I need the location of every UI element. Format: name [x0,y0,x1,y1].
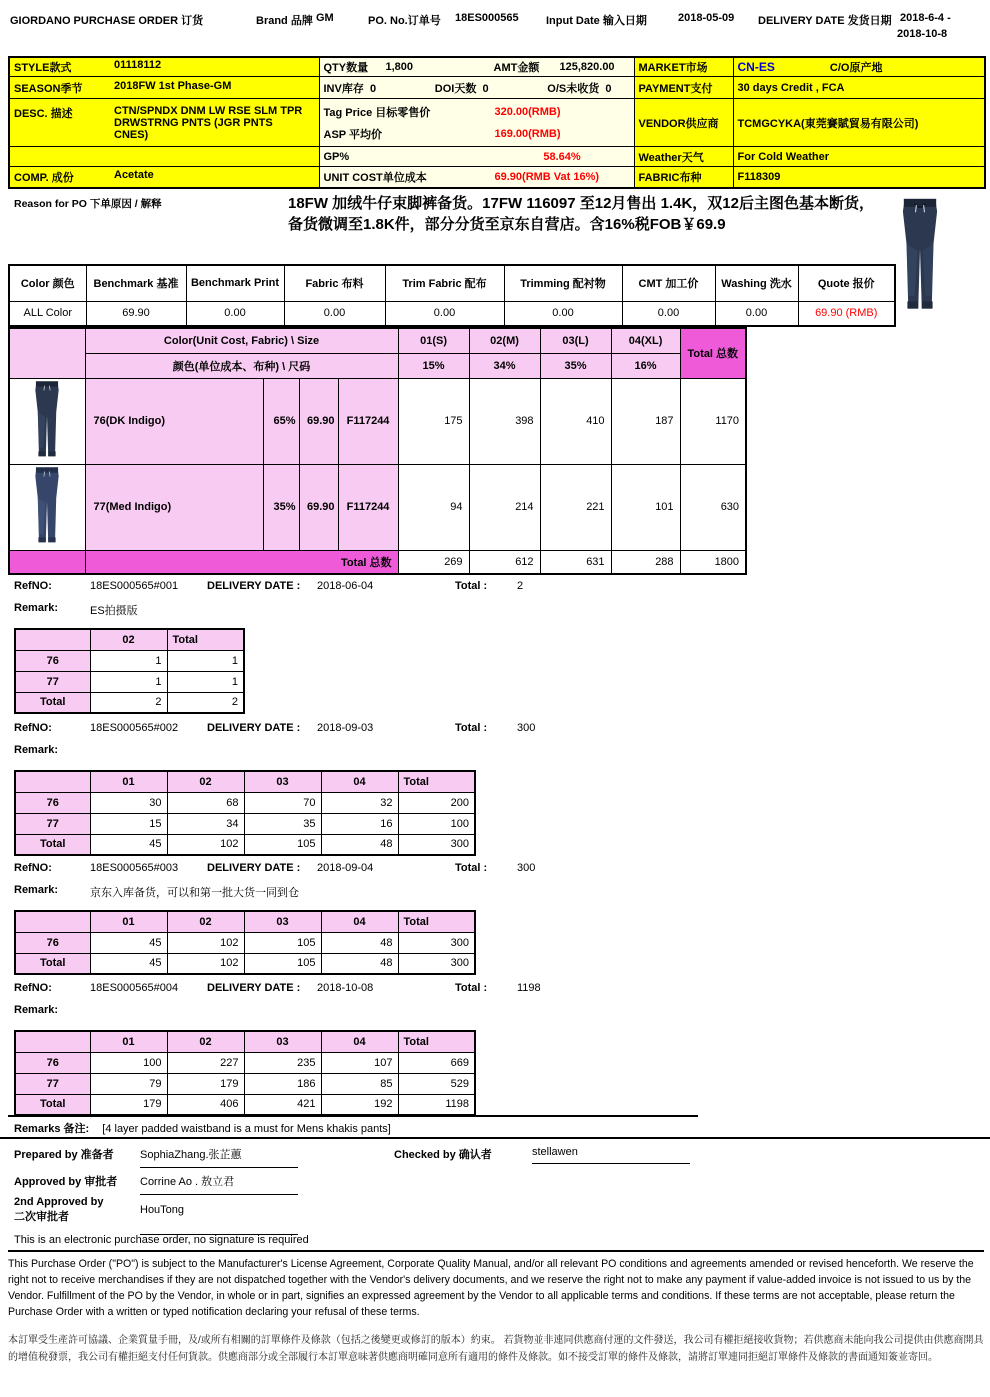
delivery-date-value: 2018-09-04 [317,862,374,874]
total-value: 2 [517,580,524,592]
refno-line [14,862,974,884]
qty-77-02: 214 [469,464,540,550]
color-name-77: 77(Med Indigo) [85,464,263,550]
refno-size-table-host [14,770,974,856]
data-row [15,932,475,953]
refno-section-001 [14,580,974,714]
doi-label: DOI天数 [434,82,477,95]
vendor-value: TCMGCYKA(東莞賽賦貿易有限公司) [733,99,985,147]
reason-for-po-label: Reason for PO 下单原因 / 解释 [14,198,162,210]
weather-label: Weather天气 [634,147,733,167]
total-value: 1198 [517,982,541,994]
remark-value: ES拍摄版 [90,605,138,617]
qty-cell: 45 [90,834,167,855]
color-cost-77: 69.90 [299,464,338,550]
refno-size-table-host [14,910,974,975]
qty-cell: 79 [90,1073,167,1094]
delivery-date-value-2: 2018-10-8 [897,28,948,40]
refno-label: RefNO: [14,722,52,734]
remarks-text: [4 layer padded waistband is a must for Mens khakis pants] [102,1123,391,1135]
qty-amt-cell [319,57,634,77]
qty-77-03: 221 [540,464,611,550]
qty-cell: 200 [398,792,475,813]
qty-76-03: 410 [540,378,611,464]
market-label: MARKET市场 [634,57,733,77]
size-column-header: Total [398,771,475,792]
qty-cell: 15 [90,813,167,834]
qty-cell: 45 [90,953,167,974]
approved-by-label: Approved by 审批者 [14,1176,118,1188]
remark-label: Remark: [14,602,59,614]
data-row [15,650,244,671]
style-label: STYLE款式 [14,62,72,74]
data-row [15,692,244,713]
qty-total-03: 631 [540,550,611,574]
size-column-header: Total [167,629,244,650]
size-total-row [9,550,746,574]
doi-value: 0 [482,82,489,95]
quote-value-cmt: 0.00 [622,301,715,326]
quote-value-quote: 69.90 (RMB) [798,301,895,326]
style-cell [9,57,319,77]
market-value: CN-ES [737,60,775,74]
delivery-size-table [14,1030,476,1116]
size-column-header: 01 [90,771,167,792]
header-row [15,629,244,650]
inv-label: INV库存 [323,82,364,95]
remarks-row [14,1120,974,1136]
qty-76-04: 187 [611,378,680,464]
delivery-size-table [14,910,476,975]
qty-cell: 48 [321,932,398,953]
delivery-date-label: DELIVERY DATE : [207,722,301,734]
remark-line [14,884,974,908]
country-of-origin-label: C/O原产地 [829,62,883,74]
jeans-thumbnail-76 [9,378,85,464]
qty-cell: 102 [167,932,244,953]
desc-label: DESC. 描述 [14,107,73,120]
quote-header-trimming: Trimming 配衬物 [504,265,622,301]
market-cell [733,57,985,77]
os-value: 0 [605,82,612,95]
season-label: SEASON季节 [14,82,83,95]
qty-cell: 105 [244,834,321,855]
size-column-header: 01 [90,1031,167,1052]
qty-cell: 105 [244,953,321,974]
color-cost-76: 69.90 [299,378,338,464]
refno-line [14,722,974,744]
fabric-value: F118309 [733,167,985,188]
quote-header-benchmark: Benchmark 基准 [86,265,186,301]
checked-by-value: stellawen [532,1146,690,1164]
quote-value-washing: 0.00 [715,301,798,326]
qty-77-total: 630 [680,464,746,550]
qty-cell: 227 [167,1052,244,1073]
data-row [15,953,475,974]
tag-price-value: 320.00(RMB) [494,105,561,118]
qty-cell: 529 [398,1073,475,1094]
size-column-header: 01 [90,911,167,932]
delivery-date-value: 2018-06-04 [317,580,374,592]
total-row-label: Total 总数 [85,550,398,574]
inv-value: 0 [369,82,377,95]
qty-cell: 102 [167,834,244,855]
remark-label: Remark: [14,884,59,896]
remarks-label: Remarks 备注: [14,1123,90,1135]
qty-76-total: 1170 [680,378,746,464]
refno-label: RefNO: [14,862,52,874]
row-label: Total [15,692,90,713]
qty-cell: 105 [244,932,321,953]
color-fabric-76: F117244 [338,378,398,464]
qty-cell: 300 [398,834,475,855]
qty-cell: 30 [90,792,167,813]
quote-header-trim-fabric: Trim Fabric 配布 [385,265,504,301]
checked-by-label: Checked by 确认者 [394,1149,492,1161]
quote-header-color: Color 颜色 [9,265,86,301]
size-column-header: 02 [167,911,244,932]
size-column-header: 04 [321,771,398,792]
qty-cell: 1198 [398,1094,475,1115]
size-header-03l: 03(L) [540,328,611,353]
size-header-01s: 01(S) [398,328,469,353]
row-label: 76 [15,1052,90,1073]
qty-cell: 34 [167,813,244,834]
remark-line [14,1004,974,1028]
image-column-header [9,328,85,378]
delivery-date-label: DELIVERY DATE : [207,982,301,994]
size-pct-02: 34% [469,353,540,378]
amt-value: 125,820.00 [559,61,615,73]
remark-label: Remark: [14,744,59,756]
po-number-label: PO. No.订单号 [368,15,441,27]
qty-cell: 16 [321,813,398,834]
size-column-header: Total [398,1031,475,1052]
refno-value: 18ES000565#003 [90,862,179,874]
total-row-image-cell [9,550,85,574]
quote-value-fabric: 0.00 [284,301,385,326]
total-value: 300 [517,722,536,734]
qty-cell: 100 [90,1052,167,1073]
size-column-header: 02 [90,629,167,650]
reason-for-po-text: 18FW 加绒牛仔束脚裤备货。17FW 116097 至12月售出 1.4K，双12后主图色基本断货，备货微调至1.8K件，部分分货至京东自营店。含16%税FOB￥69.9 [288,195,874,234]
prepared-by-label: Prepared by 准备者 [14,1149,114,1161]
size-header-02m: 02(M) [469,328,540,353]
divider-line [0,1137,990,1139]
legal-terms-chinese: 本訂單受生產許可協議、企業質量手冊，及/或所有相關的訂單條件及條款（包括之後變更或修訂的版本）約束。 若貨物並非連同供應商付運的文件發送，我公司有權拒絕接收貨物；若供應商未能向我公司提供由供應商開具的增值稅發票，我公司有權拒絕支付任何貨款。供應商部分或全部履行本訂單意味著供應商明確同意所有適用的條件及條款。如不接受訂單的條件及條款，請將訂單連同拒絕訂單條件及條款的書面通知簽並寄回。 [8,1335,984,1363]
quote-value-benchmark: 69.90 [86,301,186,326]
color-name-76: 76(DK Indigo) [85,378,263,464]
qty-total-01: 269 [398,550,469,574]
delivery-date-label: DELIVERY DATE : [207,580,301,592]
size-table-corner-en: Color(Unit Cost, Fabric) \ Size [85,328,398,353]
qty-76-02: 398 [469,378,540,464]
delivery-date-value: 2018-09-03 [317,722,374,734]
size-header-04xl: 04(XL) [611,328,680,353]
amt-label: AMT金额 [493,62,540,74]
inv-pair [324,80,377,96]
refno-section-004 [14,982,974,1116]
size-column-header: 02 [167,771,244,792]
cost-quote-table [8,264,896,327]
qty-cell: 235 [244,1052,321,1073]
size-column-header: 04 [321,911,398,932]
row-label: 77 [15,671,90,692]
page-title: GIORDANO PURCHASE ORDER 订货 [10,15,204,27]
qty-cell: 179 [90,1094,167,1115]
unit-cost-value: 69.90(RMB Vat 16%) [494,170,600,183]
second-approved-line2: 二次审批者 [14,1211,69,1223]
qty-cell: 192 [321,1094,398,1115]
qty-77-01: 94 [398,464,469,550]
size-table-corner-cn: 颜色(单位成本、布种) \ 尺码 [85,353,398,378]
second-approved-by-label [14,1196,103,1224]
qty-cell: 2 [90,692,167,713]
row-label: 76 [15,792,90,813]
input-date-value: 2018-05-09 [678,12,735,24]
composition-cell [9,167,319,188]
prepared-by-value: SophiaZhang.张芷蕙 [140,1146,298,1168]
price-cell [319,99,634,147]
size-column-header: 04 [321,1031,398,1052]
corner-cell [15,1031,90,1052]
row-label: Total [15,953,90,974]
doi-pair [435,80,489,96]
desc-cell [9,99,319,147]
jeans-illustration [893,190,947,321]
color-pct-77: 35% [263,464,299,550]
quote-value-trimming: 0.00 [504,301,622,326]
delivery-size-table [14,628,245,714]
gp-label: GP% [323,150,350,163]
data-row [15,1073,475,1094]
qty-cell: 107 [321,1052,398,1073]
qty-total-total: 1800 [680,550,746,574]
refno-label: RefNO: [14,580,52,592]
brand-label: Brand 品牌 [256,15,313,27]
po-number-value: 18ES000565 [455,12,519,24]
payment-value: 30 days Credit , FCA [733,77,985,99]
quote-header-fabric: Fabric 布料 [284,265,385,301]
row-label: Total [15,1094,90,1115]
size-pct-01: 15% [398,353,469,378]
size-pct-03: 35% [540,353,611,378]
unit-cost-label: UNIT COST单位成本 [323,171,427,184]
size-pct-04: 16% [611,353,680,378]
quote-value-color: ALL Color [9,301,86,326]
header-row [15,911,475,932]
total-value: 300 [517,862,536,874]
refno-section-003 [14,862,974,975]
data-row [15,1094,475,1115]
qty-cell: 1 [167,671,244,692]
data-row [15,834,475,855]
size-color-breakdown-table [8,327,747,575]
qty-77-04: 101 [611,464,680,550]
corner-cell [15,629,90,650]
composition-label: COMP. 成份 [14,171,74,184]
qty-cell: 68 [167,792,244,813]
quote-header-washing: Washing 洗水 [715,265,798,301]
tag-price-label: Tag Price 目标零售价 [323,106,431,119]
desc-value: CTN/SPNDX DNM LW RSE SLM TPR DRWSTRNG PNTS (JGR PNTS CNES) [114,104,303,141]
jeans-thumbnail-77 [9,464,85,550]
vendor-label: VENDOR供应商 [634,99,733,147]
qty-cell: 102 [167,953,244,974]
jeans-product-image [893,190,947,321]
remark-line [14,744,974,768]
refno-line [14,982,974,1004]
row-label: 77 [15,813,90,834]
size-column-header: 03 [244,771,321,792]
refno-value: 18ES000565#002 [90,722,179,734]
qty-cell: 300 [398,932,475,953]
data-row [15,671,244,692]
color-pct-76: 65% [263,378,299,464]
qty-cell: 421 [244,1094,321,1115]
size-column-header: 03 [244,1031,321,1052]
total-label: Total : [455,862,488,874]
corner-cell [15,911,90,932]
quote-header-quote: Quote 报价 [798,265,895,301]
qty-cell: 406 [167,1094,244,1115]
qty-cell: 45 [90,932,167,953]
refno-size-table-host [14,628,974,714]
second-approved-by-value: HouTong [140,1204,298,1235]
quote-header-benchmark-print: Benchmark Print [186,265,284,301]
color-row-76 [9,378,746,464]
refno-value: 18ES000565#001 [90,580,179,592]
delivery-date-label: DELIVERY DATE : [207,862,301,874]
qty-cell: 70 [244,792,321,813]
document-header [0,10,990,52]
divider-line [8,1115,698,1117]
jeans-illustration [16,380,78,460]
refno-size-table-host [14,1030,974,1116]
corner-cell [15,771,90,792]
second-approved-line1: 2nd Approved by [14,1196,104,1208]
qty-cell: 48 [321,834,398,855]
qty-cell: 35 [244,813,321,834]
qty-cell: 669 [398,1052,475,1073]
header-row [15,771,475,792]
qty-value: 1,800 [385,61,414,73]
jeans-illustration [16,466,78,546]
qty-cell: 48 [321,953,398,974]
asp-label: ASP 平均价 [323,128,382,141]
data-row [15,792,475,813]
order-info-table [8,56,986,189]
qty-total-04: 288 [611,550,680,574]
asp-value: 169.00(RMB) [494,127,561,140]
input-date-label: Input Date 输入日期 [546,15,647,27]
qty-total-02: 612 [469,550,540,574]
delivery-date-value: 2018-6-4 - [900,12,951,24]
qty-cell: 32 [321,792,398,813]
delivery-date-label: DELIVERY DATE 发货日期 [758,15,892,27]
refno-label: RefNO: [14,982,52,994]
refno-section-002 [14,722,974,856]
row-label: Total [15,834,90,855]
delivery-date-value: 2018-10-08 [317,982,374,994]
composition-value: Acetate [114,168,154,181]
empty-yellow-cell [9,147,319,167]
inventory-cell [319,77,634,99]
qty-76-01: 175 [398,378,469,464]
remark-label: Remark: [14,1004,59,1016]
unit-cost-cell [319,167,634,188]
size-total-header: Total 总数 [680,328,746,378]
total-label: Total : [455,580,488,592]
quote-value-benchmark-print: 0.00 [186,301,284,326]
quote-header-cmt: CMT 加工价 [622,265,715,301]
os-label: O/S未收货 [547,82,600,95]
qty-cell: 300 [398,953,475,974]
qty-cell: 1 [90,650,167,671]
fabric-label: FABRIC布种 [634,167,733,188]
season-value: 2018FW 1st Phase-GM [114,79,232,92]
legal-terms-english: This Purchase Order ("PO") is subject to the Manufacturer's License Agreement, Corporate Quality Manual, and/or all relevant PO conditions and agreements amended or revised henceforth. We reserve the right not to receive merchandises if they are not dispatched together with the Vendor's delivery documents, and we reserve the right not to make any payment if value-added invoice is not issued to us by the Vendor. Fulfillment of the PO by the Vendor, in whole or in part, signifies an expressed agreement by the Vendor to all applicable terms and conditions. If these terms are not acceptable, please return the Purchase Order with a written or typed notification declaring your refusal of these terms. [8,1250,984,1321]
quote-value-trim-fabric: 0.00 [385,301,504,326]
row-label: 76 [15,932,90,953]
color-row-77 [9,464,746,550]
row-label: 77 [15,1073,90,1094]
electronic-order-note: This is an electronic purchase order, no signature is required [14,1234,309,1246]
refno-value: 18ES000565#004 [90,982,179,994]
qty-label: QTY数量 [323,62,369,74]
os-pair [547,80,611,96]
qty-cell: 179 [167,1073,244,1094]
qty-cell: 85 [321,1073,398,1094]
qty-cell: 1 [167,650,244,671]
season-cell [9,77,319,99]
data-row [15,813,475,834]
refno-line [14,580,974,602]
weather-value: For Cold Weather [733,147,985,167]
total-label: Total : [455,722,488,734]
gp-value: 58.64% [543,150,581,163]
qty-cell: 2 [167,692,244,713]
brand-value: GM [316,12,334,24]
color-fabric-77: F117244 [338,464,398,550]
qty-cell: 186 [244,1073,321,1094]
style-value: 01118112 [114,59,162,71]
qty-cell: 100 [398,813,475,834]
gp-cell [319,147,634,167]
payment-label: PAYMENT支付 [634,77,733,99]
data-row [15,1052,475,1073]
remark-line [14,602,974,626]
size-column-header: 03 [244,911,321,932]
delivery-size-table [14,770,476,856]
row-label: 76 [15,650,90,671]
size-column-header: Total [398,911,475,932]
qty-cell: 1 [90,671,167,692]
size-column-header: 02 [167,1031,244,1052]
total-label: Total : [455,982,488,994]
approved-by-value: Corrine Ao . 敖立君 [140,1173,298,1195]
header-row [15,1031,475,1052]
remark-value: 京东入库备货，可以和第一批大货一同到仓 [90,887,299,899]
